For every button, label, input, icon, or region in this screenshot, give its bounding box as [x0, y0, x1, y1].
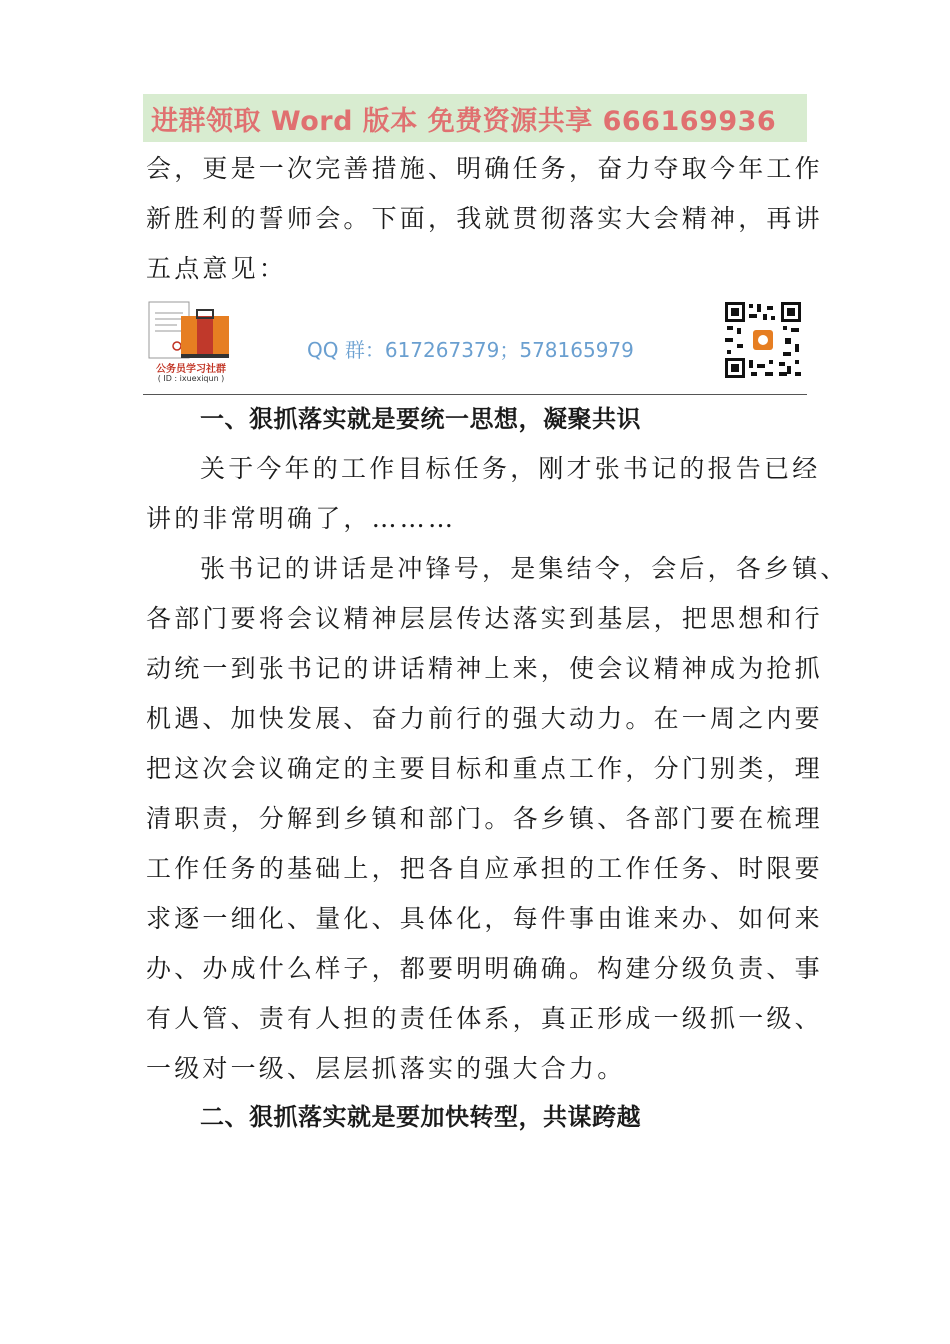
section-heading: 一、狠抓落实就是要统一思想，凝聚共识 — [200, 405, 641, 433]
promo-strip — [143, 298, 807, 395]
body-line: 清职责，分解到乡镇和部门。各乡镇、各部门要在梳理 — [146, 804, 823, 833]
body-line: 会，更是一次完善措施、明确任务，奋力夺取今年工作 — [146, 154, 823, 183]
qr-code-icon — [723, 300, 803, 380]
body-line: 办、办成什么样子，都要明明确确。构建分级负责、事 — [146, 954, 823, 983]
body-line: 新胜利的誓师会。下面，我就贯彻落实大会精神，再讲 — [146, 204, 823, 233]
logo-id: ( ID : ixuexiqun ) — [157, 374, 225, 383]
body-line: 机遇、加快发展、奋力前行的强大动力。在一周之内要 — [146, 704, 823, 733]
body-line: 各部门要将会议精神层层传达落实到基层，把思想和行 — [146, 604, 823, 633]
body-line: 一级对一级、层层抓落实的强大合力。 — [146, 1054, 626, 1083]
body-line: 动统一到张书记的讲话精神上来，使会议精神成为抢抓 — [146, 654, 823, 683]
body-line: 张书记的讲话是冲锋号，是集结令，会后，各乡镇、 — [200, 554, 849, 583]
body-line: 五点意见： — [146, 254, 288, 283]
body-line: 把这次会议确定的主要目标和重点工作，分门别类，理 — [146, 754, 823, 783]
body-line: 关于今年的工作目标任务，刚才张书记的报告已经 — [200, 454, 821, 483]
body-line: 有人管、责有人担的责任体系，真正形成一级抓一级、 — [146, 1004, 823, 1033]
logo-name: 公务员学习社群 — [156, 364, 226, 375]
body-line: 求逐一细化、量化、具体化，每件事由谁来办、如何来 — [146, 904, 823, 933]
section-heading: 二、狠抓落实就是要加快转型，共谋跨越 — [200, 1103, 641, 1131]
body-line: 讲的非常明确了，……… — [146, 504, 457, 533]
download-banner[interactable]: 进群领取 Word 版本 免费资源共享 666169936 — [143, 94, 807, 142]
qq-group-text: QQ 群：617267379；578165979 — [307, 338, 634, 362]
body-line: 工作任务的基础上，把各自应承担的工作任务、时限要 — [146, 854, 823, 883]
